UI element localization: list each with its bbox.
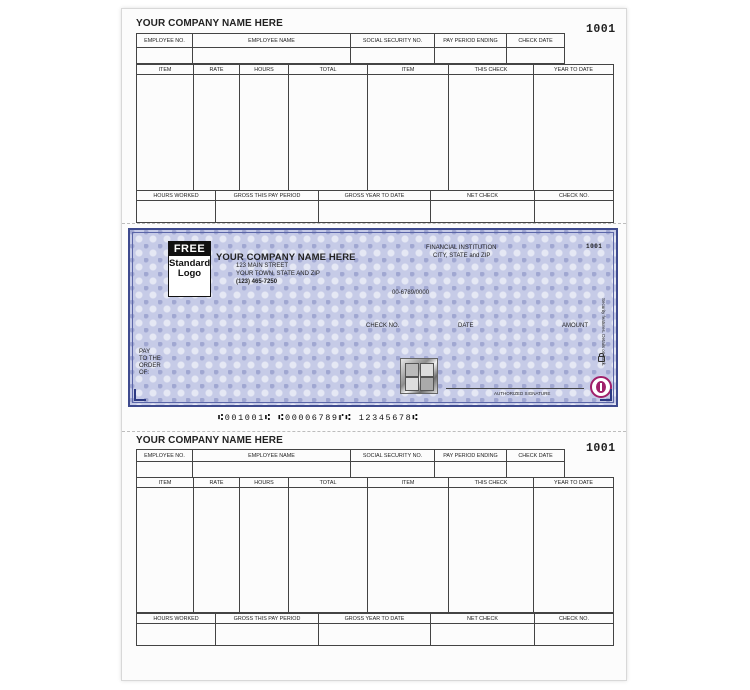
rate-column-header: RATE bbox=[194, 65, 240, 75]
bank-city-state-zip: CITY, STATE and ZIP bbox=[433, 253, 491, 259]
hours-column-header: HOURS bbox=[240, 478, 289, 488]
ssn-label: SOCIAL SECURITY NO. bbox=[351, 34, 435, 48]
net-check-label: NET CHECK bbox=[431, 191, 535, 201]
hours-worked-label: HOURS WORKED bbox=[137, 614, 216, 624]
logo-standard-text: Standard bbox=[169, 258, 211, 269]
item-column-header: ITEM bbox=[137, 65, 194, 75]
ssn-label: SOCIAL SECURITY NO. bbox=[351, 450, 435, 462]
pay-period-ending-label: PAY PERIOD ENDING bbox=[435, 34, 507, 48]
check-no-label: CHECK NO. bbox=[535, 191, 614, 201]
top-stub-company-name: YOUR COMPANY NAME HERE bbox=[136, 18, 283, 29]
padlock-icon bbox=[598, 356, 605, 362]
amount-field-label: AMOUNT bbox=[562, 323, 588, 329]
gross-this-pay-period-label: GROSS THIS PAY PERIOD bbox=[216, 614, 319, 624]
employee-name-label: EMPLOYEE NAME bbox=[193, 450, 351, 462]
micr-line: ⑆001001⑆ ⑆00006789⑈⑆ 12345678⑆ bbox=[218, 413, 420, 423]
payroll-check-sheet bbox=[121, 8, 627, 681]
this-check-column-header: THIS CHECK bbox=[449, 478, 534, 488]
employee-no-label: EMPLOYEE NO. bbox=[137, 34, 193, 48]
check-date-label: CHECK DATE bbox=[507, 450, 565, 462]
perforation-line bbox=[122, 223, 626, 224]
gross-year-to-date-label: GROSS YEAR TO DATE bbox=[319, 191, 431, 201]
perforation-line-bottom bbox=[122, 431, 626, 432]
employee-no-label: EMPLOYEE NO. bbox=[137, 450, 193, 462]
top-stub-check-number: 1001 bbox=[586, 23, 616, 36]
company-phone: (123) 465-7250 bbox=[236, 279, 278, 285]
corner-marker-left bbox=[134, 389, 146, 401]
pay-label: PAY bbox=[139, 349, 151, 355]
bottom-stub-totals-table bbox=[136, 613, 614, 646]
to-the-order-of-label: TO THE ORDER OF: bbox=[139, 356, 161, 376]
check-no-label: CHECK NO. bbox=[535, 614, 614, 624]
year-to-date-column-header: YEAR TO DATE bbox=[534, 65, 614, 75]
deduction-item-column-header: ITEM bbox=[368, 478, 449, 488]
this-check-column-header: THIS CHECK bbox=[449, 65, 534, 75]
routing-fraction: 00-6789/0000 bbox=[392, 290, 430, 296]
company-address-line2: YOUR TOWN, STATE AND ZIP bbox=[236, 271, 320, 277]
hours-column-header: HOURS bbox=[240, 65, 289, 75]
check-company-name: YOUR COMPANY NAME HERE bbox=[216, 252, 356, 263]
check-number: 1001 bbox=[586, 243, 603, 250]
signature-line bbox=[446, 388, 584, 389]
gross-this-pay-period-label: GROSS THIS PAY PERIOD bbox=[216, 191, 319, 201]
top-stub-totals-table bbox=[136, 190, 614, 223]
gross-year-to-date-label: GROSS YEAR TO DATE bbox=[319, 614, 431, 624]
total-column-header: TOTAL bbox=[289, 65, 368, 75]
corner-marker-right bbox=[600, 389, 612, 401]
bottom-stub-check-number: 1001 bbox=[586, 442, 616, 455]
rate-column-header: RATE bbox=[194, 478, 240, 488]
bottom-stub-earnings-table bbox=[136, 477, 614, 613]
security-features-text: Security features. Details on back. bbox=[601, 298, 606, 367]
logo-free-text: FREE bbox=[169, 242, 210, 256]
check-date-label: CHECK DATE bbox=[507, 34, 565, 48]
hours-worked-label: HOURS WORKED bbox=[137, 191, 216, 201]
net-check-label: NET CHECK bbox=[431, 614, 535, 624]
date-field-label: DATE bbox=[458, 323, 474, 329]
free-standard-logo bbox=[168, 241, 211, 297]
total-column-header: TOTAL bbox=[289, 478, 368, 488]
deduction-item-column-header: ITEM bbox=[368, 65, 449, 75]
item-column-header: ITEM bbox=[137, 478, 194, 488]
pay-period-ending-label: PAY PERIOD ENDING bbox=[435, 450, 507, 462]
bottom-stub-header-table bbox=[136, 449, 565, 478]
hologram-security-icon bbox=[400, 358, 438, 394]
employee-name-label: EMPLOYEE NAME bbox=[193, 34, 351, 48]
company-address-line1: 123 MAIN STREET bbox=[236, 263, 289, 269]
authorized-signature-label: AUTHORIZED SIGNATURE bbox=[494, 391, 551, 396]
check-no-field-label: CHECK NO. bbox=[366, 323, 400, 329]
logo-logo-text: Logo bbox=[177, 267, 202, 279]
bank-name: FINANCIAL INSTITUTION bbox=[426, 245, 497, 251]
top-stub-header-table bbox=[136, 33, 565, 64]
bottom-stub-company-name: YOUR COMPANY NAME HERE bbox=[136, 435, 283, 446]
top-stub-earnings-table bbox=[136, 64, 614, 191]
year-to-date-column-header: YEAR TO DATE bbox=[534, 478, 614, 488]
check-body bbox=[128, 228, 618, 407]
